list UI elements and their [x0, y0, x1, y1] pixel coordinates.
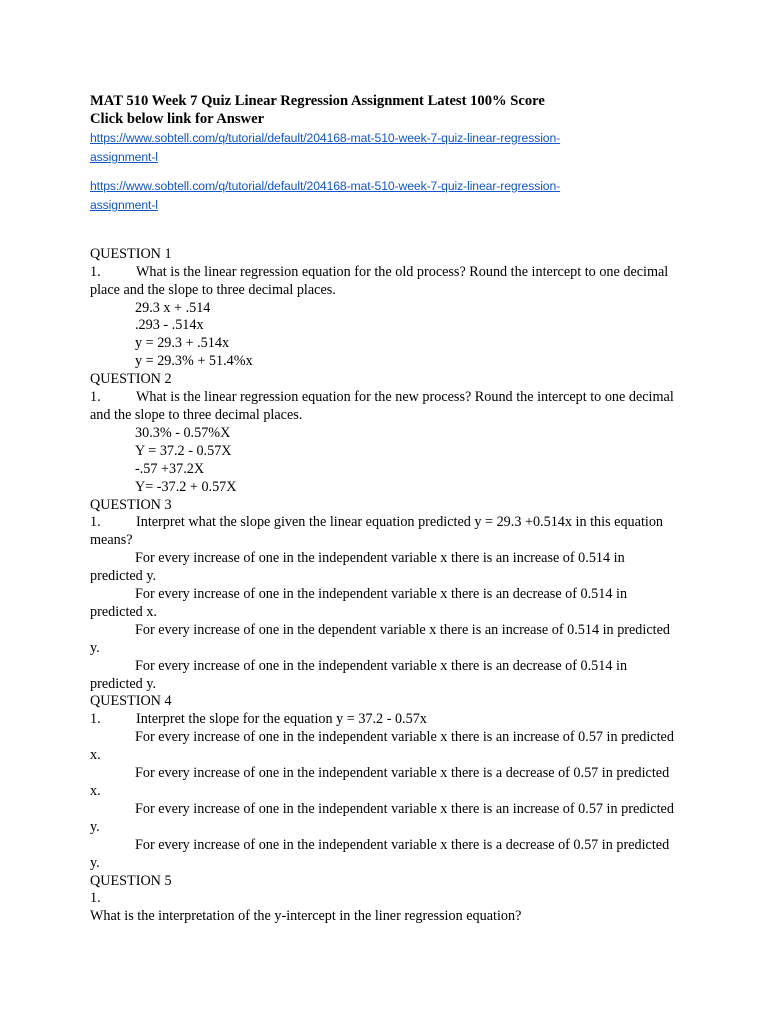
answer-option[interactable]: y = 29.3 + .514x	[135, 335, 230, 352]
question-prompt: What is the interpretation of the y-intercept in the liner regression equation?	[90, 908, 522, 925]
question-2	[90, 371, 680, 496]
question-3	[90, 497, 680, 694]
answer-option[interactable]: .293 - .514x	[135, 317, 204, 334]
answer-option[interactable]: For every increase of one in the independent variable x there is a decrease of 0.57 in predicted x.	[90, 765, 670, 799]
answer-option[interactable]: 30.3% - 0.57%X	[135, 424, 231, 441]
question-text	[90, 514, 680, 550]
answer-link[interactable]: https://www.sobtell.com/q/tutorial/default/204168-mat-510-week-7-quiz-linear-regression- assignment-l	[90, 130, 561, 164]
question-4	[90, 693, 680, 872]
question-heading: QUESTION 4	[90, 693, 172, 710]
answer-option[interactable]: For every increase of one in the independent variable x there is an increase of 0.57 in predicted y.	[90, 800, 674, 835]
question-prompt: What is the linear regression equation for the new process? Round the intercept to one decimal and the slope to three decimal places.	[90, 389, 674, 423]
document-body	[90, 93, 680, 926]
question-text	[90, 264, 680, 300]
question-number: 1.	[90, 711, 101, 728]
question-number: 1.	[90, 263, 101, 280]
question-number: 1.	[90, 890, 101, 907]
spacer	[90, 215, 680, 246]
question-prompt: Interpret what the slope given the linear equation predicted y = 29.3 +0.514x in this equation means?	[90, 514, 664, 549]
question-prompt: Interpret the slope for the equation y = 37.2 - 0.57x	[136, 711, 427, 728]
question-5	[90, 873, 680, 927]
answer-option[interactable]: -.57 +37.2X	[135, 460, 205, 477]
answer-option[interactable]: For every increase of one in the dependent variable x there is an increase of 0.514 in predicted y.	[90, 621, 670, 656]
document-title: MAT 510 Week 7 Quiz Linear Regression Assignment Latest 100% Score	[90, 93, 545, 109]
question-heading: QUESTION 2	[90, 371, 172, 388]
answer-option[interactable]: 29.3 x + .514	[135, 299, 211, 316]
answer-option[interactable]: For every increase of one in the independent variable x there is a decrease of 0.57 in predicted y.	[90, 836, 670, 871]
question-heading: QUESTION 3	[90, 496, 172, 513]
answer-option[interactable]: Y = 37.2 - 0.57X	[135, 442, 232, 459]
question-1	[90, 246, 680, 371]
question-number: 1.	[90, 389, 101, 406]
question-number: 1.	[90, 514, 101, 531]
answer-option[interactable]: For every increase of one in the independent variable x there is an increase of 0.514 in predicted y.	[90, 550, 625, 585]
answer-link-duplicate[interactable]: https://www.sobtell.com/q/tutorial/default/204168-mat-510-week-7-quiz-linear-regression- assignment-l	[90, 178, 561, 212]
question-heading: QUESTION 1	[90, 245, 172, 262]
question-prompt: What is the linear regression equation for the old process? Round the intercept to one decimal place and the slope to three decimal places.	[90, 263, 669, 298]
answer-link-caption: Click below link for Answer	[90, 110, 265, 127]
question-text	[90, 389, 680, 425]
answer-option[interactable]: For every increase of one in the independent variable x there is an decrease of 0.514 in predicted x.	[90, 586, 628, 620]
answer-option[interactable]: For every increase of one in the independent variable x there is an decrease of 0.514 in predicted y.	[90, 657, 628, 692]
answer-option[interactable]: For every increase of one in the independent variable x there is an increase of 0.57 in predicted x.	[90, 729, 674, 764]
answer-option[interactable]: y = 29.3% + 51.4%x	[135, 353, 253, 370]
question-text	[90, 711, 680, 729]
answer-option[interactable]: Y= -37.2 + 0.57X	[135, 478, 237, 495]
question-heading: QUESTION 5	[90, 872, 172, 889]
